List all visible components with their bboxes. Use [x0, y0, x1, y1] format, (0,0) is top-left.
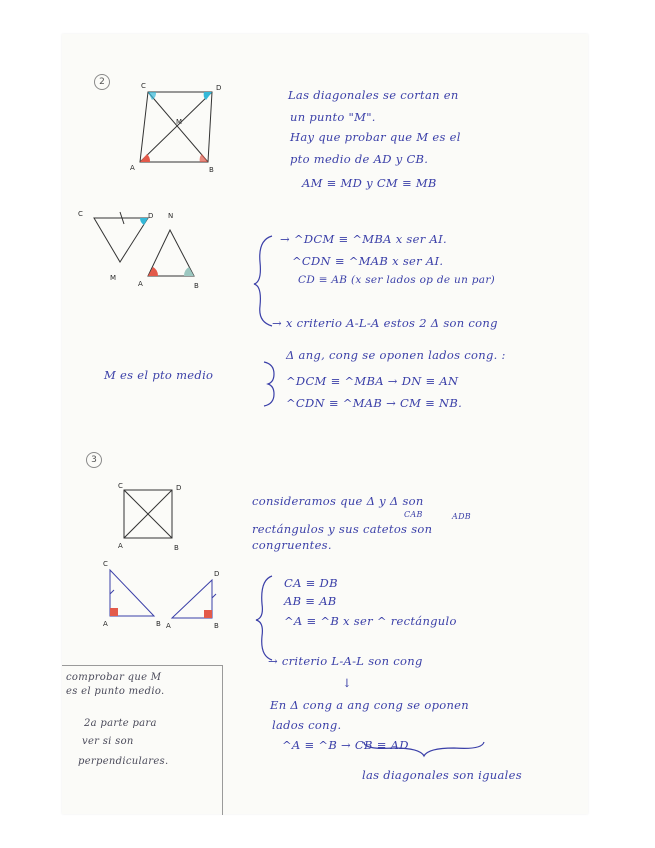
note-line-4: ver si son	[82, 736, 134, 747]
label-d-3: D	[176, 484, 182, 492]
note-line-1: comprobar que M	[66, 672, 162, 683]
s2-conclusion-label: M es el pto medio	[104, 368, 214, 382]
s2-conclusion-2: ^DCM ≡ ^MBA → DN ≡ AN	[286, 374, 459, 388]
s3-intro-2: rectángulos y sus catetos son	[252, 522, 433, 536]
label-a-2: A	[138, 280, 143, 288]
s3-arrow-down: ↓	[342, 676, 352, 690]
s3-proof-1: CA ≡ DB	[284, 576, 338, 590]
label-b: B	[209, 166, 214, 174]
s2-intro-3: Hay que probar que M es el	[290, 130, 461, 144]
s2-conclusion-3: ^CDN ≡ ^MAB → CM ≡ NB.	[286, 396, 463, 410]
s3-conclusion-4: las diagonales son iguales	[362, 768, 522, 782]
s3-conclusion-3: ^A ≡ ^B → CB ≡ AD	[282, 738, 409, 752]
note-line-5: perpendiculares.	[78, 756, 169, 767]
label-b-5: B	[214, 622, 219, 630]
s3-intro-3: congruentes.	[252, 538, 332, 552]
label-c-4: C	[103, 560, 108, 568]
label-m: M	[176, 118, 183, 126]
label-a: A	[130, 164, 135, 172]
label-b-2: B	[194, 282, 199, 290]
s3-intro-1: consideramos que Δ y Δ son	[252, 494, 424, 508]
pencil-note-box	[62, 665, 223, 815]
s3-sub-2: ADB	[452, 512, 471, 521]
label-b-3: B	[174, 544, 179, 552]
label-c: C	[141, 82, 146, 90]
s3-proof-3: ^A ≡ ^B x ser ^ rectángulo	[284, 614, 457, 628]
s2-intro-2: un punto "M".	[290, 110, 376, 124]
label-d-4: D	[214, 570, 220, 578]
label-n-2: N	[168, 212, 174, 220]
s3-conclusion-1: En Δ cong a ang cong se oponen	[270, 698, 469, 712]
s3-proof-4: → criterio L-A-L son cong	[268, 654, 423, 668]
s2-proof-3: CD ≡ AB (x ser lados op de un par)	[298, 274, 496, 286]
s3-sub-1: CAB	[404, 510, 423, 519]
s2-intro-5: AM ≡ MD y CM ≡ MB	[302, 176, 437, 190]
section-2-number: 2	[94, 74, 110, 90]
note-line-3: 2a parte para	[84, 718, 157, 729]
label-a-5: A	[166, 622, 171, 630]
label-d-2: D	[148, 212, 154, 220]
label-c-2: C	[78, 210, 83, 218]
s3-conclusion-2: lados cong.	[272, 718, 342, 732]
s2-intro-1: Las diagonales se cortan en	[288, 88, 459, 102]
label-a-4: A	[103, 620, 108, 628]
s3-proof-2: AB ≡ AB	[284, 594, 337, 608]
s2-intro-4: pto medio de AD y CB.	[290, 152, 429, 166]
label-a-3: A	[118, 542, 123, 550]
s2-proof-4: → x criterio A-L-A estos 2 Δ son cong	[272, 316, 498, 330]
label-b-4: B	[156, 620, 161, 628]
label-c-3: C	[118, 482, 123, 490]
s2-conclusion-1: Δ ang, cong se oponen lados cong. :	[286, 348, 506, 362]
s2-proof-2: ^CDN ≡ ^MAB x ser AI.	[292, 254, 444, 268]
s2-proof-1: → ^DCM ≡ ^MBA x ser AI.	[280, 232, 447, 246]
section-3-number: 3	[86, 452, 102, 468]
label-m-2: M	[110, 274, 117, 282]
label-d: D	[216, 84, 222, 92]
note-line-2: es el punto medio.	[66, 686, 165, 697]
